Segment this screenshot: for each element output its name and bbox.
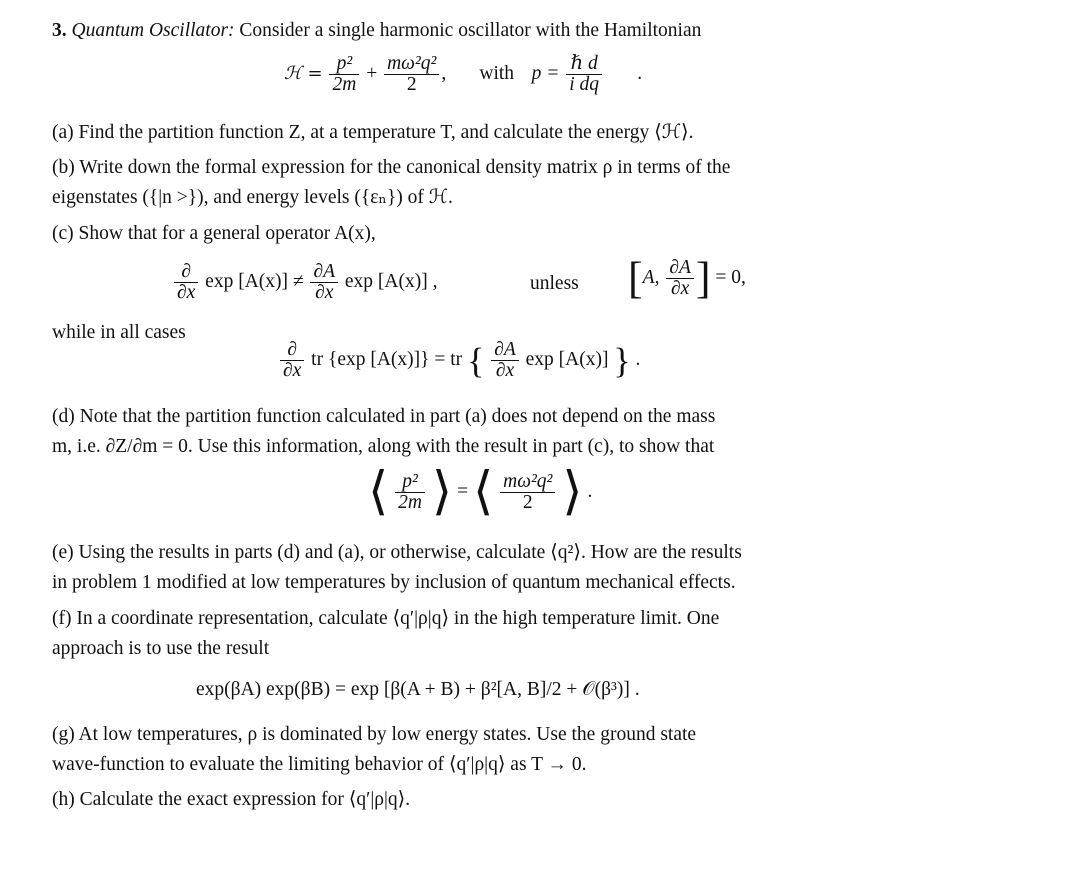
- commutator-condition: [A, $\frac{\partial A}{\partial x}$ ] = 0,: [628, 253, 746, 303]
- unless-word: unless: [530, 273, 579, 294]
- problem-header: [52, 19, 701, 43]
- equation-f: exp(βA) exp(βB) = exp [β(A + B) + β²[A, B]/2 + 𝒪(β³)] .: [196, 679, 640, 700]
- part-g-line2: wave-function to evaluate the limiting behavior of ⟨q′|ρ|q⟩ as T → 0.: [52, 754, 587, 775]
- momentum-lhs: p =: [531, 62, 560, 84]
- part-g-line1: (g) At low temperatures, ρ is dominated by low energy states. Use the ground state: [52, 724, 697, 745]
- hamiltonian-equation: ℋ = $\frac{\text{p²}}{2m}$ + $\frac{\text{mω²q²}}{2}$ , with p = $\frac{\text{ℏ d}}{\text{i dq}}$ .: [284, 53, 643, 95]
- part-d-line2: m, i.e. ∂Z/∂m = 0. Use this information, along with the result in part (c), to show that: [52, 436, 715, 457]
- part-f-line1: (f) In a coordinate representation, calculate ⟨q′|ρ|q⟩ in the high temperature limit. One: [52, 608, 720, 629]
- problem-intro: Consider a single harmonic oscillator with the Hamiltonian: [239, 20, 702, 41]
- part-d-line1: (d) Note that the partition function calculated in part (a) does not depend on the mass: [52, 406, 716, 427]
- equation-c1: $\frac{\partial}{\partial x}$ exp [A(x)] ≠ $\frac{\partial A}{\partial x}$ exp [A(x)] ,: [172, 262, 438, 303]
- part-a: (a) Find the partition function Z, at a temperature T, and calculate the energy ⟨ℋ⟩.: [52, 122, 694, 143]
- part-b-line2: eigenstates ({|n >}), and energy levels ({εₙ}) of ℋ.: [52, 187, 453, 208]
- part-b-line1: (b) Write down the formal expression for the canonical density matrix ρ in terms of the: [52, 157, 731, 178]
- while-text: while in all cases: [52, 322, 186, 343]
- equation-d: ⟨ $\frac{\text{p²}}{2m}$ ⟩ = ⟨ $\frac{\text{mω²q²}}{2}$ ⟩ .: [368, 463, 593, 521]
- part-f-line2: approach is to use the result: [52, 638, 270, 659]
- equation-c2: $\frac{\partial}{\partial x}$ tr {exp [A(x)]} = tr { $\frac{\partial A}{\partial x}$ exp [A(x)] } .: [278, 340, 640, 381]
- problem-number: 3.: [52, 20, 67, 41]
- part-c: (c) Show that for a general operator A(x),: [52, 223, 376, 244]
- part-h: (h) Calculate the exact expression for ⟨q′|ρ|q⟩.: [52, 789, 411, 810]
- momentum-operator-frac: $\frac{\text{ℏ d}}{\text{i dq}}$: [566, 54, 602, 95]
- hamiltonian-frac-potential: $\frac{\text{mω²q²}}{2}$: [384, 54, 439, 95]
- hamiltonian-lhs: ℋ =: [284, 62, 323, 84]
- part-e-line1: (e) Using the results in parts (d) and (a), or otherwise, calculate ⟨q²⟩. How are the results: [52, 542, 742, 563]
- part-e-line2: in problem 1 modified at low temperatures by inclusion of quantum mechanical effects.: [52, 572, 736, 593]
- problem-title: Quantum Oscillator:: [71, 20, 235, 41]
- hamiltonian-frac-kinetic: $\frac{\text{p²}}{2m}$: [329, 54, 359, 95]
- with-word: with: [479, 62, 515, 84]
